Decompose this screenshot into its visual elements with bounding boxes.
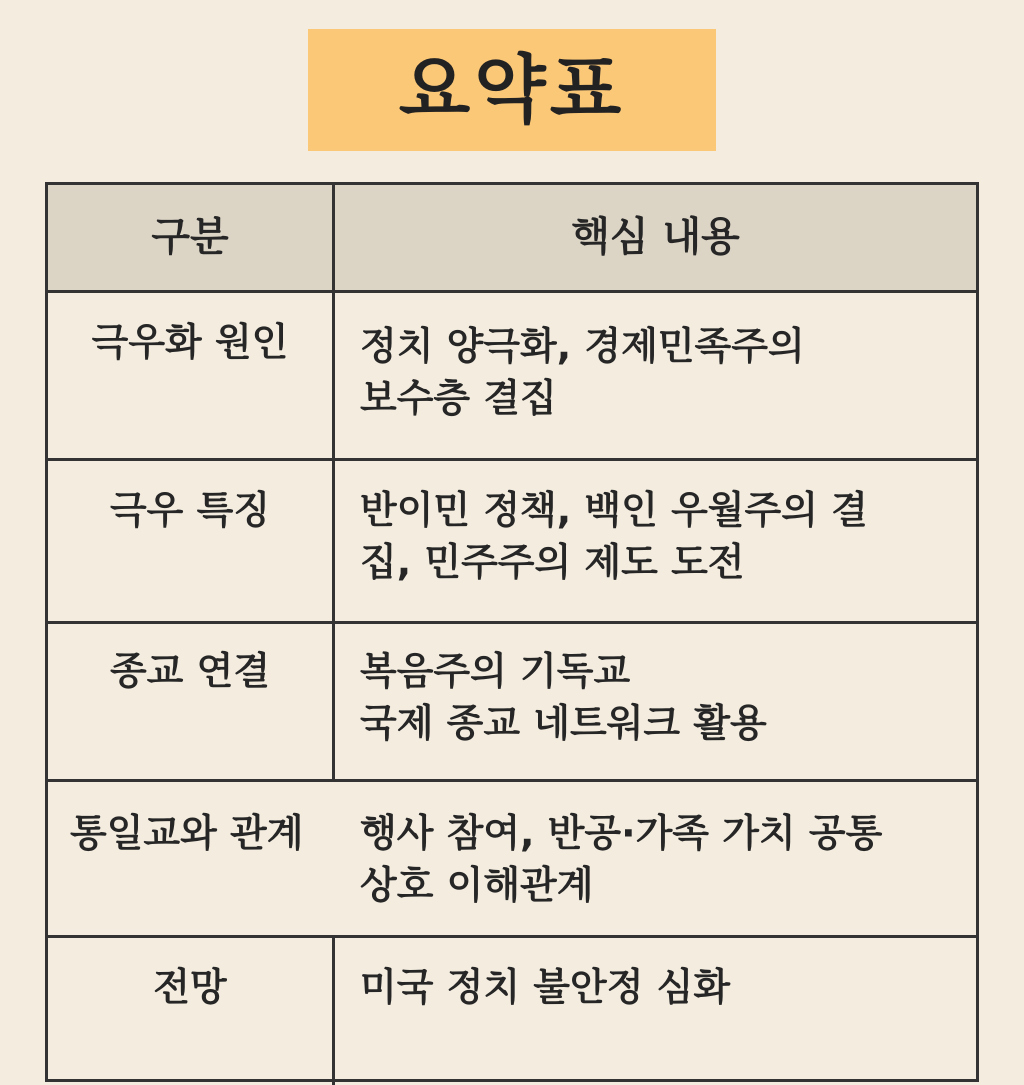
content-line: 미국 정치 불안정 심화 [360,965,731,1009]
row-content [360,807,966,911]
table-row [48,935,976,1085]
row-content [360,484,966,588]
column-divider [332,938,335,1085]
title-banner [308,29,716,151]
row-category: 극우화 원인 [91,320,289,364]
summary-table [45,182,979,1082]
content-line: 상호 이해관계 [360,863,594,907]
table-row [48,621,976,782]
row-content [360,320,966,424]
row-category: 통일교와 관계 [70,811,304,855]
content-line: 정치 양극화, 경제민족주의 [360,324,805,368]
page-title: 요약표 [398,47,626,133]
header-category: 구분 [151,214,229,260]
content-line: 집, 민주주의 제도 도전 [360,540,745,584]
content-line: 행사 참여, 반공·가족 가치 공통 [360,811,883,855]
table-header-row [48,185,976,293]
content-line: 반이민 정책, 백인 우월주의 결 [360,488,868,532]
table-row [48,458,976,624]
row-content [360,645,966,749]
row-category: 극우 특징 [109,488,271,532]
column-divider [332,185,335,782]
row-category: 전망 [153,965,227,1009]
content-line: 보수층 결집 [360,376,557,420]
content-line: 복음주의 기독교 [360,649,631,693]
row-content [360,961,966,1013]
row-category: 종교 연결 [109,649,271,693]
table-row [48,290,976,461]
table-row [48,779,976,938]
header-content: 핵심 내용 [571,214,740,260]
content-line: 국제 종교 네트워크 활용 [360,701,767,745]
